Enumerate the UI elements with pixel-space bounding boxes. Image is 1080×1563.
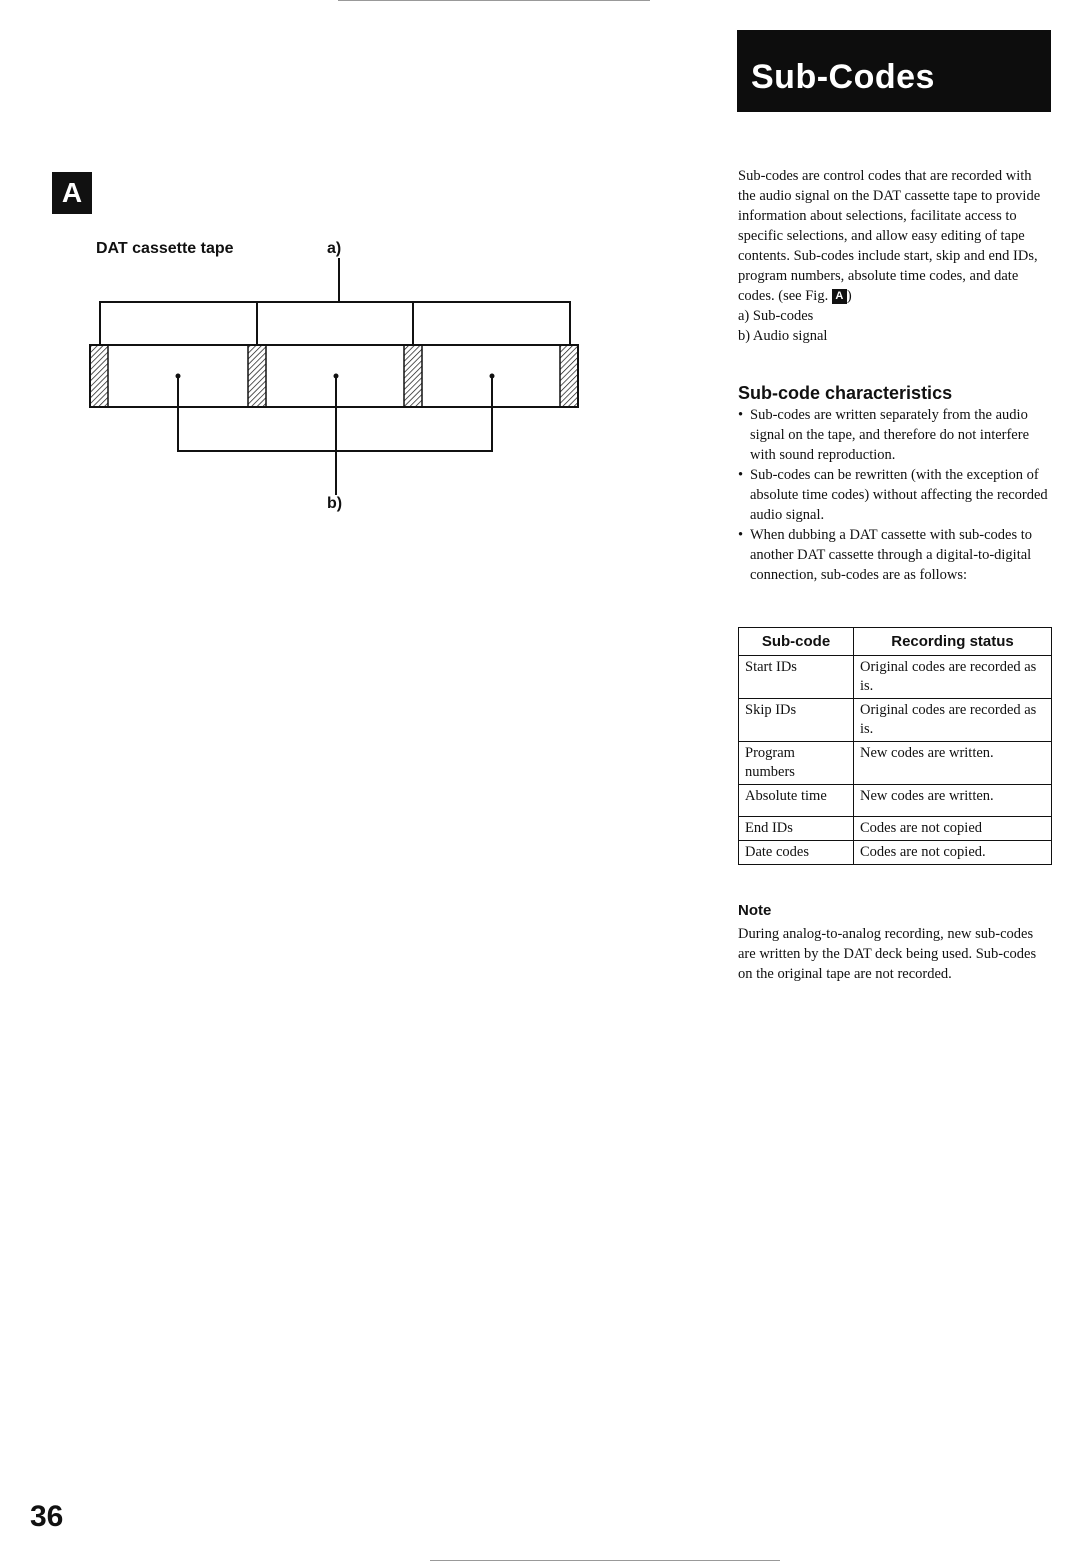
table-row xyxy=(739,817,1052,841)
note-heading: Note xyxy=(738,902,772,919)
table-row xyxy=(739,742,1052,785)
table-cell-status: Original codes are recorded as is. xyxy=(854,699,1052,742)
table-header-row xyxy=(739,628,1052,656)
characteristic-item: • When dubbing a DAT cassette with sub-codes to another DAT cassette through a digital-to-digital connection, sub-codes are as follows: xyxy=(738,525,1050,585)
page-number: 36 xyxy=(30,1500,64,1533)
table-header-status: Recording status xyxy=(854,628,1052,656)
intro-paragraph: Sub-codes are control codes that are recorded with the audio signal on the DAT cassette tape to provide information about selections, facilitate access to specific selections, and allow easy editing of tape contents. Sub-codes include start, skip and end IDs, program numbers, absolute time codes, and date codes. (see Fig. A ) xyxy=(738,168,1041,304)
table-cell-status: Codes are not copied. xyxy=(854,841,1052,865)
figure-label-tape: DAT cassette tape xyxy=(96,240,234,257)
subcode-table xyxy=(738,627,1052,865)
table-cell-status: New codes are written. xyxy=(854,785,1052,817)
characteristic-item: • Sub-codes can be rewritten (with the exception of absolute time codes) without affecting the recorded audio signal. xyxy=(738,465,1050,525)
table-cell-status: Codes are not copied xyxy=(854,817,1052,841)
table-row xyxy=(739,699,1052,742)
table-row xyxy=(739,785,1052,817)
figure-label-b: b) xyxy=(327,495,343,512)
tape-diagram xyxy=(80,255,600,500)
table-cell-subcode: End IDs xyxy=(739,817,854,841)
figure-badge: A xyxy=(52,172,92,214)
table-cell-subcode: Skip IDs xyxy=(739,699,854,742)
table-row xyxy=(739,841,1052,865)
characteristics-list xyxy=(738,405,1050,585)
table-cell-subcode: Absolute time xyxy=(739,785,854,817)
table-header-subcode: Sub-code xyxy=(739,628,854,656)
note-text: During analog-to-analog recording, new sub-codes are written by the DAT deck being used. Sub-codes on the original tape are not recorded. xyxy=(738,926,1037,982)
bottom-rule xyxy=(430,1560,780,1561)
characteristic-item: • Sub-codes are written separately from the audio signal on the tape, and therefore do not interfere with sound reproduction. xyxy=(738,405,1050,465)
intro-item-b: b) Audio signal xyxy=(738,328,828,344)
subcode-block-3 xyxy=(404,345,422,407)
subcode-bracket xyxy=(100,302,570,345)
top-rule xyxy=(338,0,650,1)
table-cell-status: New codes are written. xyxy=(854,742,1052,785)
table-cell-subcode: Program numbers xyxy=(739,742,854,785)
title-bar xyxy=(737,30,1051,112)
table-row xyxy=(739,656,1052,699)
table-cell-subcode: Start IDs xyxy=(739,656,854,699)
figure-label-a: a) xyxy=(327,240,342,257)
intro-item-a: a) Sub-codes xyxy=(738,308,814,324)
table-cell-subcode: Date codes xyxy=(739,841,854,865)
characteristics-heading: Sub-code characteristics xyxy=(738,383,953,403)
page-title: Sub-Codes xyxy=(751,58,935,96)
table-cell-status: Original codes are recorded as is. xyxy=(854,656,1052,699)
subcode-block-1 xyxy=(90,345,108,407)
subcode-block-4 xyxy=(560,345,578,407)
intro-section xyxy=(738,166,1050,346)
subcode-block-2 xyxy=(248,345,266,407)
fig-ref-badge: A xyxy=(832,289,847,304)
